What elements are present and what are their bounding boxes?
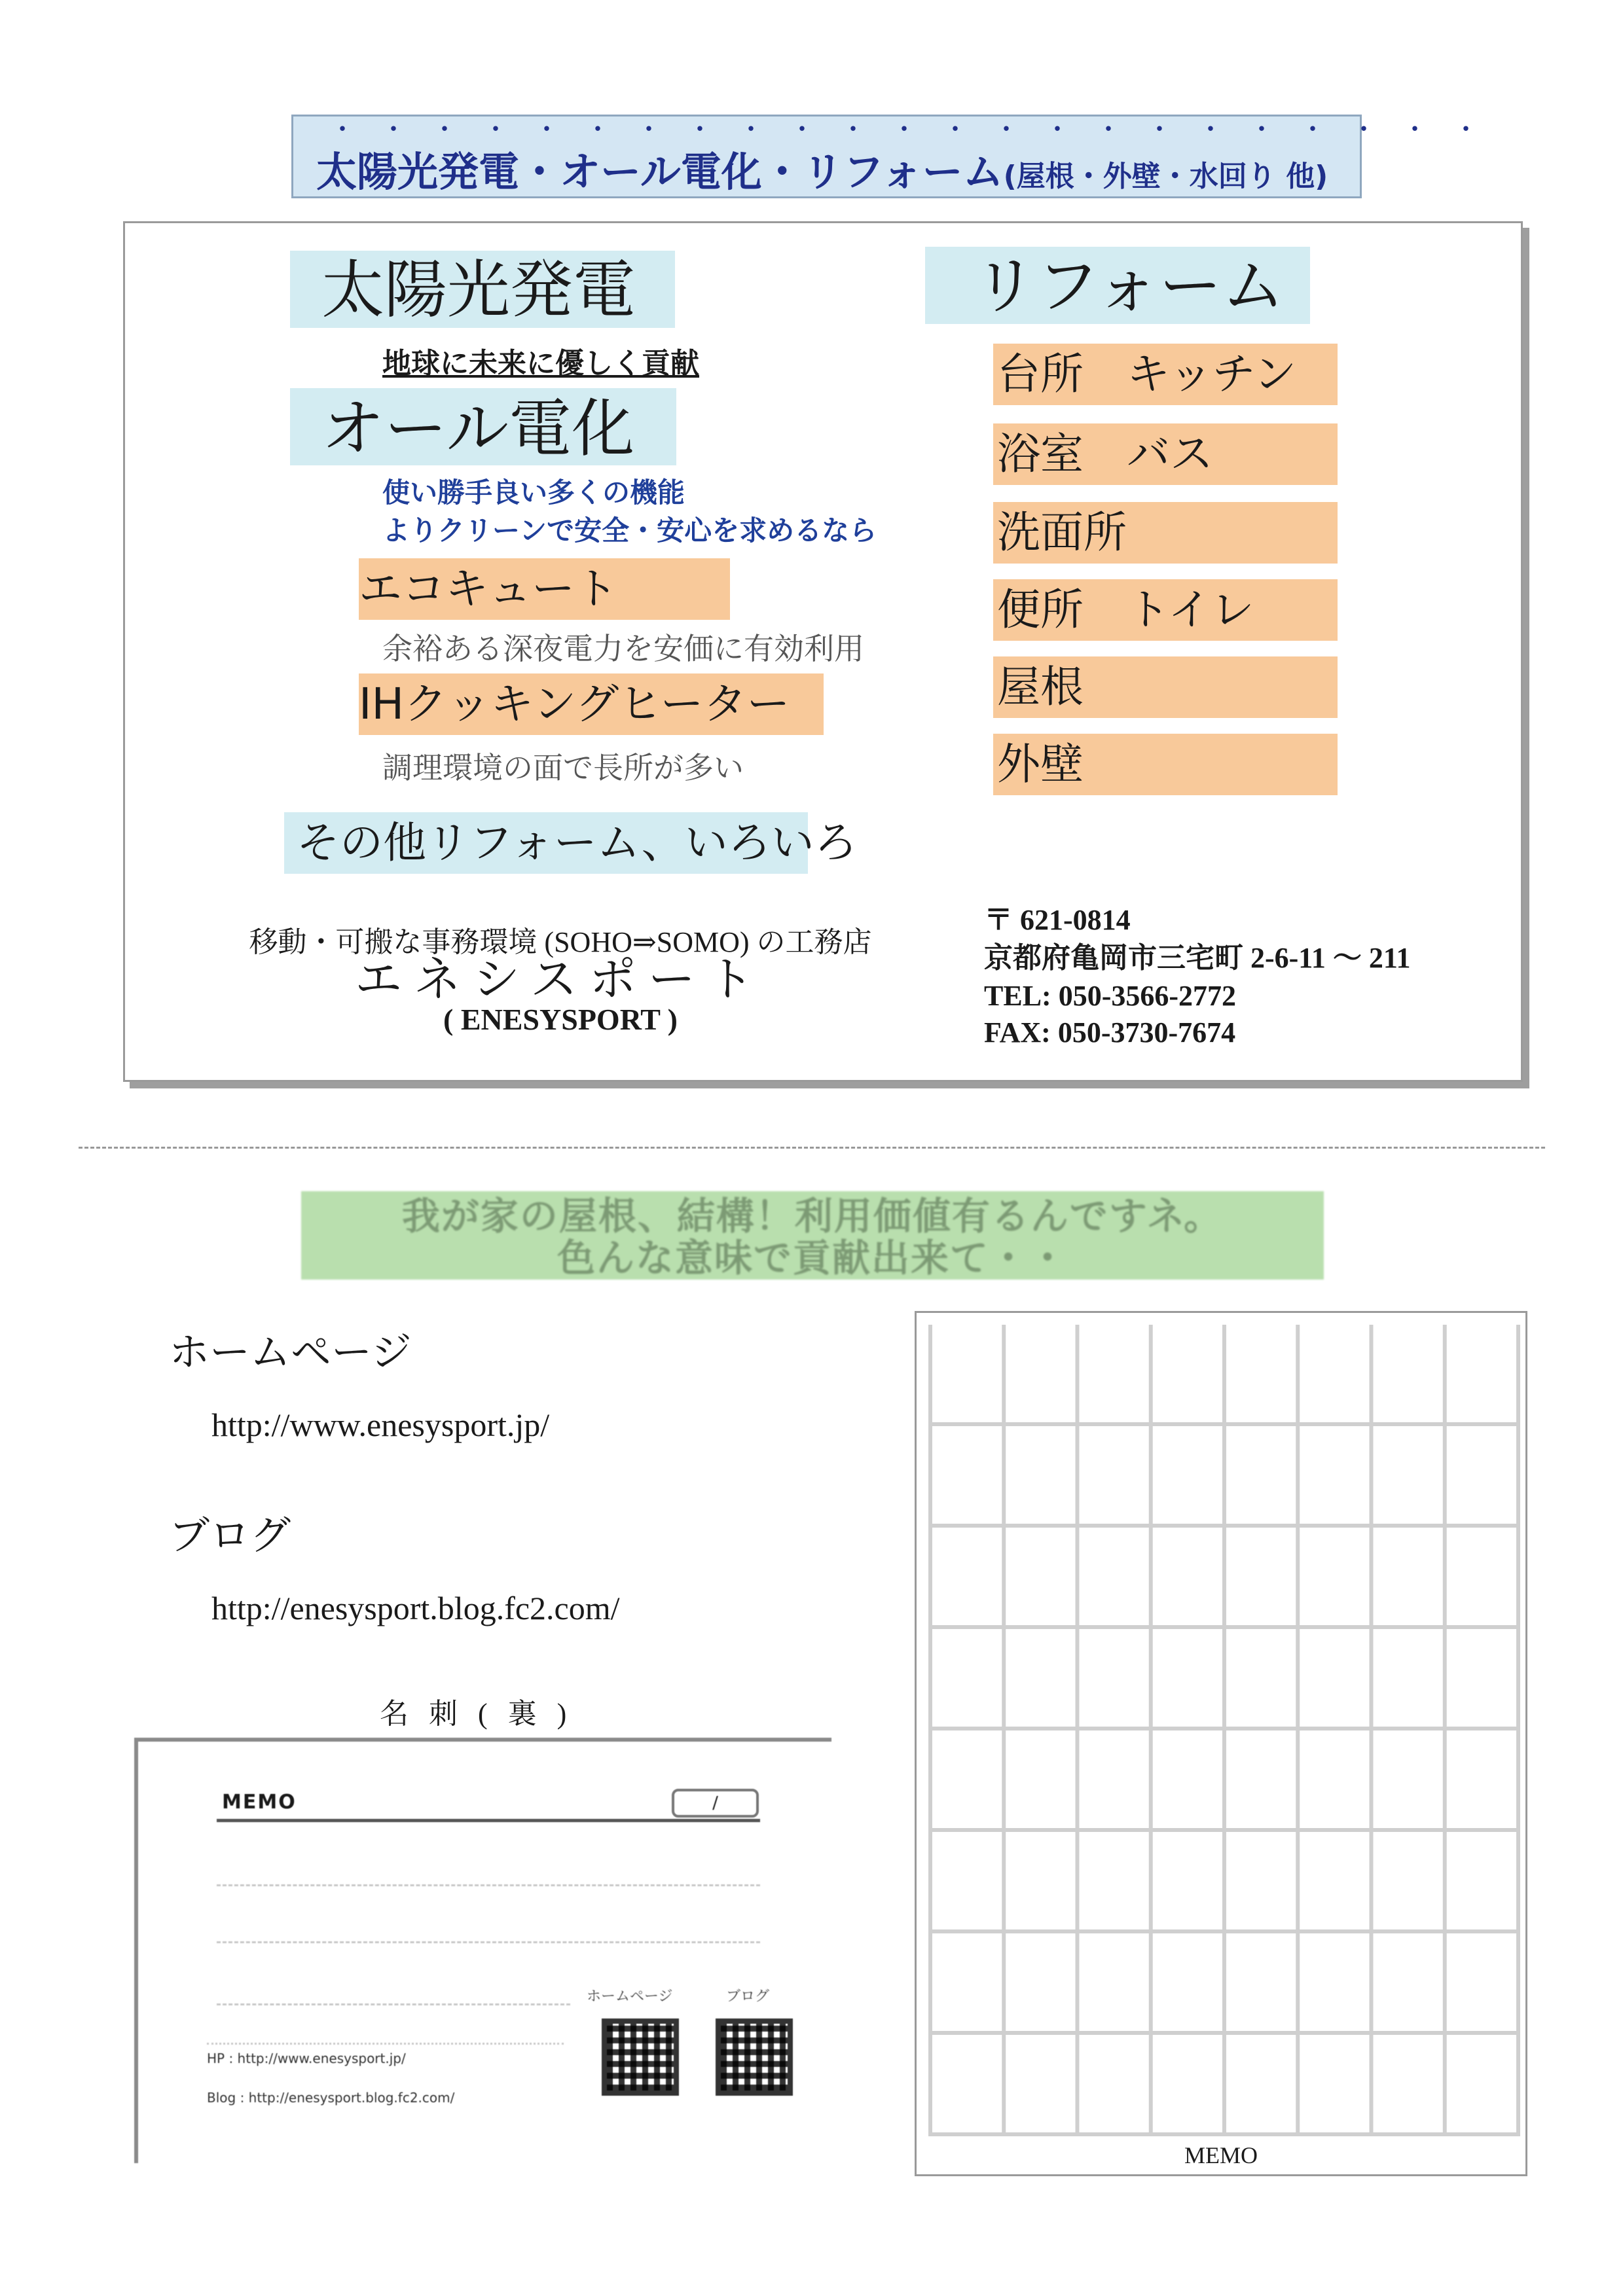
memo-grid-label: MEMO	[1184, 2142, 1258, 2168]
business-card-front	[123, 221, 1523, 1082]
banner-title	[316, 146, 1328, 203]
solar-tagline: 地球に未来に優しく貢献	[382, 347, 699, 380]
slogan-line2: 色んな意味で貢献出来て・・	[556, 1236, 1068, 1280]
fax-number: FAX: 050-3730-7674	[984, 1016, 1236, 1049]
homepage-url[interactable]: http://www.enesysport.jp/	[211, 1407, 550, 1443]
address: 京都府亀岡市三宅町 2-6-11 〜 211	[984, 942, 1411, 974]
solar-heading: 太陽光発電	[321, 253, 636, 327]
other-reform: その他リフォーム、いろいろ	[297, 817, 858, 868]
banner-title-sub: (屋根・外壁・水回り 他)	[1003, 160, 1328, 193]
back-card-caption: 名 刺 ( 裏 )	[380, 1698, 574, 1730]
company-name: エネシスポート	[355, 954, 766, 1006]
all-electric-heading: オール電化	[321, 392, 635, 465]
back-hp-line: HP : http://www.enesysport.jp/	[207, 2051, 406, 2066]
blog-qr-code	[716, 2018, 793, 2096]
memo-grid	[928, 1325, 1520, 2136]
ecocute-desc: 余裕ある深夜電力を安価に有効利用	[382, 631, 864, 666]
tel-number: TEL: 050-3566-2772	[984, 980, 1236, 1012]
back-memo-rule-3	[217, 2003, 570, 2005]
back-qr-label-blog: ブログ	[726, 1988, 770, 2005]
company-description: 移動・可搬な事務環境 (SOHO⇒SOMO) の工務店	[249, 926, 872, 958]
back-memo-underline	[217, 1819, 760, 1822]
blog-url[interactable]: http://enesysport.blog.fc2.com/	[211, 1590, 620, 1626]
banner-title-main: 太陽光発電・オール電化・リフォーム	[316, 148, 1004, 196]
business-card-back-preview	[134, 1738, 831, 2163]
homepage-label: ホームページ	[169, 1328, 412, 1376]
all-electric-line1: 使い勝手良い多くの機能	[382, 476, 685, 509]
homepage-qr-code	[602, 2018, 679, 2096]
header-banner	[291, 115, 1504, 198]
postal-code: 〒 621-0814	[984, 904, 1131, 936]
company-name-en: ( ENESYSPORT )	[443, 1003, 678, 1036]
memo-grid-sheet	[915, 1311, 1527, 2176]
dashed-cut-line	[79, 1147, 1545, 1149]
reform-item-washroom: 洗面所	[993, 502, 1338, 564]
slogan-line1: 我が家の屋根、結構！利用価値有るんですネ。	[401, 1194, 1224, 1238]
all-electric-line2: よりクリーンで安全・安心を求めるなら	[382, 514, 877, 547]
back-memo-rule-1	[217, 1884, 760, 1886]
ih-heading: IHクッキングヒーター	[359, 679, 790, 729]
back-blog-line: Blog : http://enesysport.blog.fc2.com/	[207, 2090, 455, 2106]
reform-item-toilet: 便所 トイレ	[993, 579, 1338, 641]
back-qr-label-hp: ホームページ	[587, 1988, 673, 2005]
back-contact-rule	[207, 2043, 564, 2045]
back-date-box: /	[672, 1789, 759, 1818]
blog-label: ブログ	[169, 1511, 291, 1559]
ih-desc: 調理環境の面で長所が多い	[382, 750, 744, 785]
ecocute-heading: エコキュート	[359, 564, 618, 614]
slogan-banner	[301, 1191, 1324, 1280]
reform-item-exterior-wall: 外壁	[993, 734, 1338, 795]
back-memo-label: MEMO	[222, 1791, 297, 1814]
back-memo-rule-2	[217, 1941, 760, 1943]
reform-item-bath: 浴室 バス	[993, 423, 1338, 485]
banner-dots: ・・・・・・・・・・・・・・・・・・・・・・・	[329, 115, 1504, 145]
reform-heading: リフォーム	[974, 249, 1285, 323]
reform-item-roof: 屋根	[993, 656, 1338, 718]
reform-item-kitchen: 台所 キッチン	[993, 344, 1338, 405]
